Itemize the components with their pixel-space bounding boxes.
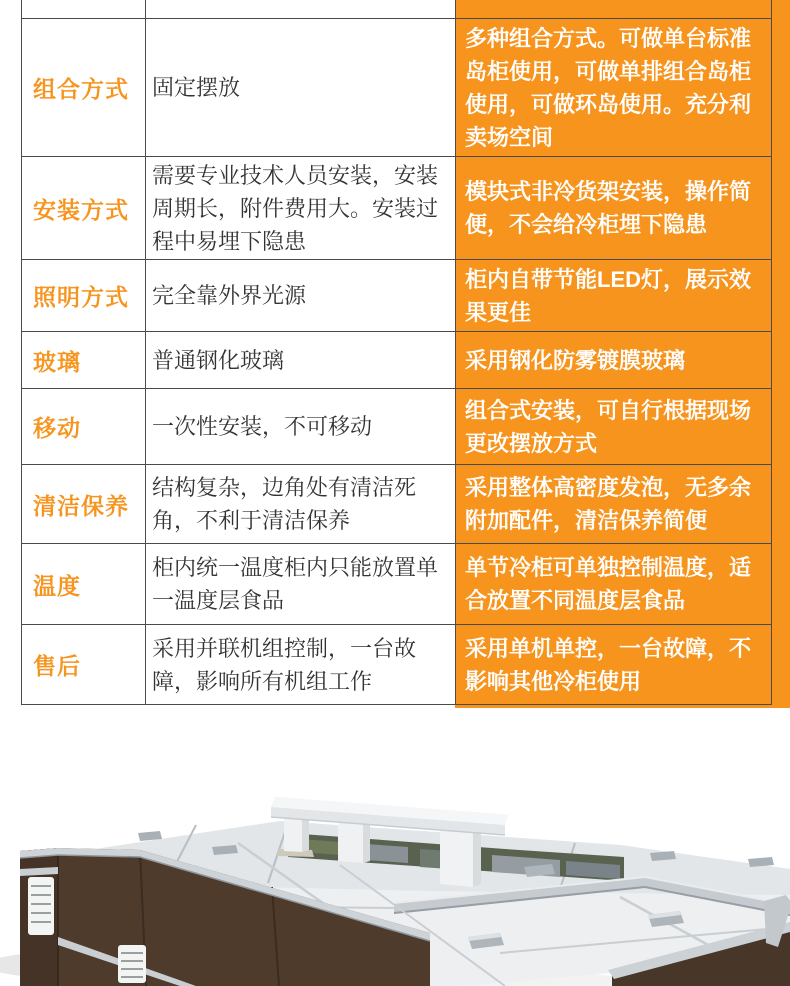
old-method-cell: 完全靠外界光源: [146, 260, 456, 332]
partial-row-new-cell: [456, 0, 772, 19]
new-method-cell: 组合式安装，可自行根据现场更改摆放方式: [456, 389, 772, 465]
old-method-cell: 一次性安装，不可移动: [146, 389, 456, 465]
new-method-cell: 采用整体高密度发泡，无多余附加配件，清洁保养简便: [456, 465, 772, 544]
old-method-cell: 柜内统一温度柜内只能放置单一温度层食品: [146, 544, 456, 625]
comparison-table: [21, 0, 772, 705]
row-label: 玻璃: [22, 332, 146, 389]
row-label: 组合方式: [22, 19, 146, 157]
partial-row-label-cell: [22, 0, 146, 19]
row-label: 照明方式: [22, 260, 146, 332]
new-method-cell: 单节冷柜可单独控制温度，适合放置不同温度层食品: [456, 544, 772, 625]
row-label: 温度: [22, 544, 146, 625]
new-method-cell: 柜内自带节能LED灯，展示效果更佳: [456, 260, 772, 332]
new-method-cell: 采用单机单控，一台故障，不影响其他冷柜使用: [456, 625, 772, 705]
new-method-cell: 多种组合方式。可做单台标准岛柜使用，可做单排组合岛柜使用，可做环岛使用。充分利卖场空间: [456, 19, 772, 157]
new-method-cell: 模块式非冷货架安装，操作简便，不会给冷柜埋下隐患: [456, 157, 772, 260]
old-method-cell: 普通钢化玻璃: [146, 332, 456, 389]
old-method-cell: 采用并联机组控制，一台故障，影响所有机组工作: [146, 625, 456, 705]
new-method-cell: 采用钢化防雾镀膜玻璃: [456, 332, 772, 389]
freezer-product-photo: [0, 755, 790, 986]
old-method-cell: 结构复杂，边角处有清洁死角，不利于清洁保养: [146, 465, 456, 544]
old-method-cell: 固定摆放: [146, 19, 456, 157]
row-label: 移动: [22, 389, 146, 465]
row-label: 售后: [22, 625, 146, 705]
row-label: 安装方式: [22, 157, 146, 260]
vent-grille: [28, 877, 54, 935]
row-label: 清洁保养: [22, 465, 146, 544]
old-method-cell: 需要专业技术人员安装，安装周期长，附件费用大。安装过程中易埋下隐患: [146, 157, 456, 260]
vent-grille: [118, 945, 146, 983]
partial-row-old-cell: [146, 0, 456, 19]
